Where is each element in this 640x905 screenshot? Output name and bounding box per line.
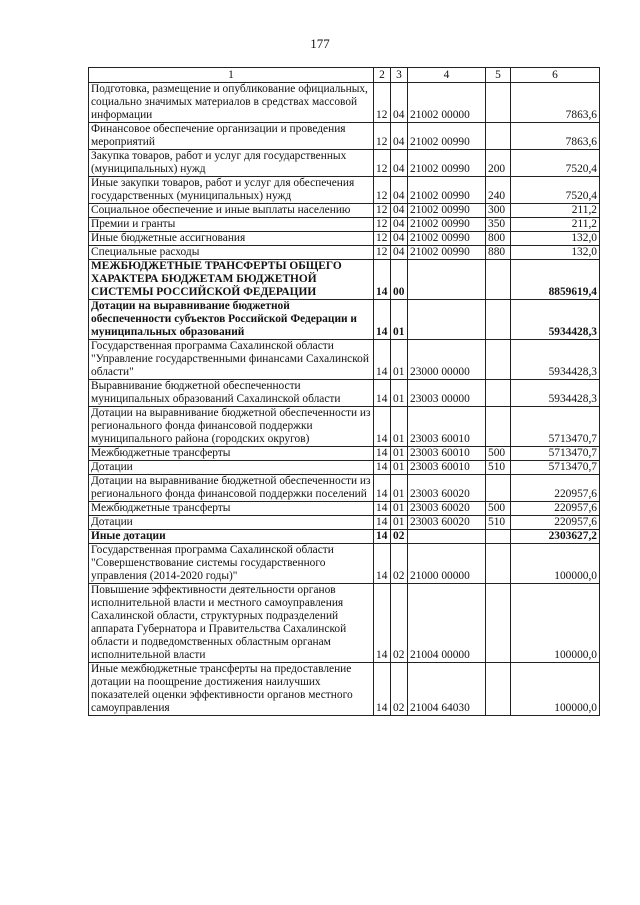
table-row (89, 246, 600, 260)
target-code: 21002 00990 (408, 246, 486, 260)
expense-type-code (486, 663, 511, 716)
section-code: 14 (374, 380, 391, 407)
amount: 8859619,4 (511, 260, 600, 300)
expense-type-code (486, 475, 511, 502)
expense-type-code (486, 260, 511, 300)
table-row (89, 380, 600, 407)
subsection-code: 04 (391, 218, 408, 232)
row-description: Дотации на выравнивание бюджетной обеспеченности из регионального фонда финансовой поддержки муниципального района (городских округов) (89, 407, 374, 447)
row-description: Дотации (89, 461, 374, 475)
expense-type-code (486, 380, 511, 407)
table-row (89, 150, 600, 177)
row-description: Иные межбюджетные трансферты на предоставление дотации на поощрение достижения наилучших показателей оценки эффективности органов местного самоуправления (89, 663, 374, 716)
section-code: 12 (374, 177, 391, 204)
table-row (89, 530, 600, 544)
subsection-code: 02 (391, 530, 408, 544)
expense-type-code: 510 (486, 461, 511, 475)
table-row (89, 447, 600, 461)
expense-type-code (486, 407, 511, 447)
row-description: Межбюджетные трансферты (89, 447, 374, 461)
expense-type-code: 300 (486, 204, 511, 218)
amount: 220957,6 (511, 516, 600, 530)
section-code: 14 (374, 340, 391, 380)
subsection-code: 04 (391, 123, 408, 150)
header-cell: 5 (486, 68, 511, 83)
expense-type-code (486, 340, 511, 380)
subsection-code: 00 (391, 260, 408, 300)
page-number: 177 (310, 36, 330, 51)
amount: 211,2 (511, 218, 600, 232)
target-code: 21002 00990 (408, 204, 486, 218)
section-code: 12 (374, 150, 391, 177)
amount: 100000,0 (511, 544, 600, 584)
section-code: 12 (374, 123, 391, 150)
budget-table (88, 67, 600, 716)
target-code: 21002 00000 (408, 83, 486, 123)
target-code: 21004 00000 (408, 584, 486, 663)
subsection-code: 04 (391, 204, 408, 218)
expense-type-code: 500 (486, 502, 511, 516)
target-code: 23003 00000 (408, 380, 486, 407)
section-code: 14 (374, 544, 391, 584)
expense-type-code (486, 123, 511, 150)
expense-type-code (486, 544, 511, 584)
section-code: 14 (374, 502, 391, 516)
amount: 7863,6 (511, 83, 600, 123)
subsection-code: 01 (391, 475, 408, 502)
header-cell: 3 (391, 68, 408, 83)
target-code: 21002 00990 (408, 150, 486, 177)
section-code: 12 (374, 232, 391, 246)
subsection-code: 01 (391, 447, 408, 461)
amount: 5934428,3 (511, 380, 600, 407)
section-code: 14 (374, 461, 391, 475)
target-code (408, 300, 486, 340)
expense-type-code: 880 (486, 246, 511, 260)
target-code: 21000 00000 (408, 544, 486, 584)
row-description: Премии и гранты (89, 218, 374, 232)
row-description: Дотации (89, 516, 374, 530)
target-code (408, 260, 486, 300)
row-description: Дотации на выравнивание бюджетной обеспеченности из регионального фонда финансовой поддержки поселений (89, 475, 374, 502)
expense-type-code: 200 (486, 150, 511, 177)
target-code: 23003 60020 (408, 475, 486, 502)
subsection-code: 04 (391, 177, 408, 204)
target-code: 21002 00990 (408, 232, 486, 246)
subsection-code: 01 (391, 461, 408, 475)
expense-type-code: 350 (486, 218, 511, 232)
subsection-code: 01 (391, 516, 408, 530)
section-code: 14 (374, 516, 391, 530)
amount: 7520,4 (511, 150, 600, 177)
header-cell: 4 (408, 68, 486, 83)
row-description: Социальное обеспечение и иные выплаты населению (89, 204, 374, 218)
row-description: Финансовое обеспечение организации и проведения мероприятий (89, 123, 374, 150)
section-code: 14 (374, 475, 391, 502)
amount: 2303627,2 (511, 530, 600, 544)
subsection-code: 02 (391, 663, 408, 716)
subsection-code: 01 (391, 340, 408, 380)
table-row (89, 232, 600, 246)
table-row (89, 584, 600, 663)
target-code: 23003 60010 (408, 447, 486, 461)
expense-type-code: 510 (486, 516, 511, 530)
header-cell: 6 (511, 68, 600, 83)
section-code: 14 (374, 447, 391, 461)
row-description: Государственная программа Сахалинской области "Управление государственными финансами Сахалинской области" (89, 340, 374, 380)
target-code (408, 530, 486, 544)
subsection-code: 04 (391, 232, 408, 246)
section-code: 14 (374, 407, 391, 447)
target-code: 23003 60020 (408, 516, 486, 530)
section-code: 14 (374, 584, 391, 663)
subsection-code: 04 (391, 83, 408, 123)
section-code: 12 (374, 218, 391, 232)
table-row (89, 204, 600, 218)
section-code: 12 (374, 83, 391, 123)
amount: 5713470,7 (511, 447, 600, 461)
amount: 132,0 (511, 246, 600, 260)
target-code: 23003 60010 (408, 407, 486, 447)
subsection-code: 01 (391, 407, 408, 447)
subsection-code: 01 (391, 300, 408, 340)
table-row (89, 260, 600, 300)
table-row (89, 516, 600, 530)
expense-type-code: 240 (486, 177, 511, 204)
target-code: 21002 00990 (408, 177, 486, 204)
table-row (89, 340, 600, 380)
subsection-code: 02 (391, 544, 408, 584)
row-description: Иные закупки товаров, работ и услуг для обеспечения государственных (муниципальных) нужд (89, 177, 374, 204)
header-cell: 1 (89, 68, 374, 83)
target-code: 23000 00000 (408, 340, 486, 380)
table-row (89, 123, 600, 150)
section-code: 14 (374, 300, 391, 340)
row-description: Подготовка, размещение и опубликование официальных, социально значимых материалов в средствах массовой информации (89, 83, 374, 123)
table-row (89, 663, 600, 716)
expense-type-code (486, 584, 511, 663)
table-row (89, 475, 600, 502)
row-description: Межбюджетные трансферты (89, 502, 374, 516)
amount: 5713470,7 (511, 407, 600, 447)
row-description: Специальные расходы (89, 246, 374, 260)
section-code: 12 (374, 246, 391, 260)
expense-type-code (486, 300, 511, 340)
table-row (89, 300, 600, 340)
table-row (89, 461, 600, 475)
row-description: Повышение эффективности деятельности органов исполнительной власти и местного самоуправления Сахалинской области, структурных подразделений аппарата Губернатора и Правительства Сахалинской области и подведомственных областным органам исполнительной власти (89, 584, 374, 663)
amount: 100000,0 (511, 663, 600, 716)
target-code: 21004 64030 (408, 663, 486, 716)
amount: 5713470,7 (511, 461, 600, 475)
table-row (89, 83, 600, 123)
amount: 100000,0 (511, 584, 600, 663)
amount: 132,0 (511, 232, 600, 246)
target-code: 23003 60020 (408, 502, 486, 516)
expense-type-code (486, 83, 511, 123)
row-description: Дотации на выравнивание бюджетной обеспеченности субъектов Российской Федерации и муниципальных образований (89, 300, 374, 340)
section-code: 14 (374, 530, 391, 544)
expense-type-code (486, 530, 511, 544)
amount: 211,2 (511, 204, 600, 218)
amount: 220957,6 (511, 502, 600, 516)
row-description: МЕЖБЮДЖЕТНЫЕ ТРАНСФЕРТЫ ОБЩЕГО ХАРАКТЕРА БЮДЖЕТАМ БЮДЖЕТНОЙ СИСТЕМЫ РОССИЙСКОЙ ФЕДЕРАЦИИ (89, 260, 374, 300)
table-row (89, 544, 600, 584)
subsection-code: 01 (391, 380, 408, 407)
target-code: 21002 00990 (408, 218, 486, 232)
subsection-code: 04 (391, 150, 408, 177)
row-description: Иные дотации (89, 530, 374, 544)
section-code: 14 (374, 663, 391, 716)
subsection-code: 04 (391, 246, 408, 260)
expense-type-code: 500 (486, 447, 511, 461)
subsection-code: 02 (391, 584, 408, 663)
expense-type-code: 800 (486, 232, 511, 246)
section-code: 14 (374, 260, 391, 300)
header-cell: 2 (374, 68, 391, 83)
row-description: Выравнивание бюджетной обеспеченности муниципальных образований Сахалинской области (89, 380, 374, 407)
table-row (89, 218, 600, 232)
table-row (89, 502, 600, 516)
amount: 7520,4 (511, 177, 600, 204)
amount: 5934428,3 (511, 300, 600, 340)
target-code: 21002 00990 (408, 123, 486, 150)
amount: 7863,6 (511, 123, 600, 150)
table-row (89, 407, 600, 447)
amount: 220957,6 (511, 475, 600, 502)
table-row (89, 177, 600, 204)
amount: 5934428,3 (511, 340, 600, 380)
target-code: 23003 60010 (408, 461, 486, 475)
header-row (89, 68, 600, 83)
row-description: Государственная программа Сахалинской области "Совершенствование системы государственного управления (2014-2020 годы)" (89, 544, 374, 584)
section-code: 12 (374, 204, 391, 218)
row-description: Закупка товаров, работ и услуг для государственных (муниципальных) нужд (89, 150, 374, 177)
row-description: Иные бюджетные ассигнования (89, 232, 374, 246)
subsection-code: 01 (391, 502, 408, 516)
